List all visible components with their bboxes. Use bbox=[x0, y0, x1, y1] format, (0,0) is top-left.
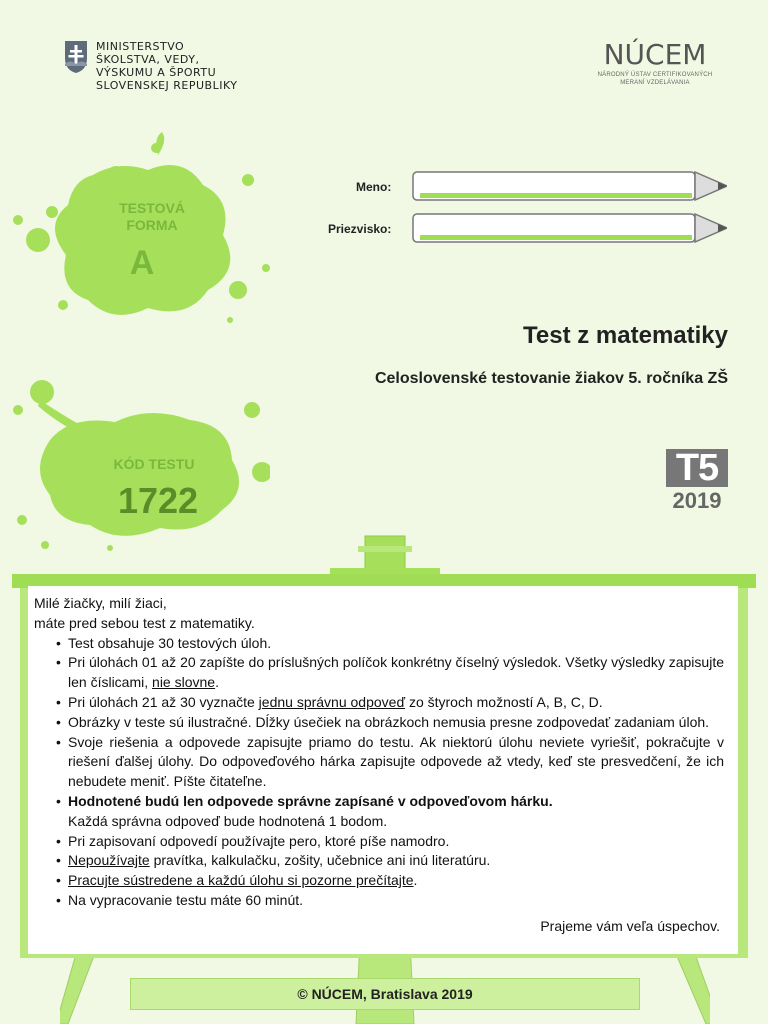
item-underlined: jednu správnu odpoveď bbox=[258, 693, 406, 710]
surname-label: Priezvisko: bbox=[328, 222, 392, 236]
item-underlined: nie slovne bbox=[152, 674, 216, 691]
list-item bbox=[34, 733, 724, 792]
name-field[interactable] bbox=[412, 171, 727, 201]
list-item bbox=[34, 653, 724, 693]
test-year: 2019 bbox=[672, 488, 722, 513]
item-text: Svoje riešenia a odpovede zapisujte priamo do testu. Ak niektorú úlohu neviete vyriešiť, pokračujte v riešení ďalšej úlohy. Do odpoveďového hárka zapisujte odpovede až vtedy, keď ste presvedčení, že ich nebudete meniť. Píšte čitateľne. bbox=[68, 733, 724, 790]
ministry-header bbox=[64, 40, 238, 92]
form-label-line: FORMA bbox=[126, 217, 178, 233]
greeting: Milé žiačky, milí žiaci, bbox=[34, 595, 167, 611]
nucem-subtitle: NÁRODNÝ ÚSTAV CERTIFIKOVANÝCH bbox=[597, 72, 713, 78]
page-subtitle: Celoslovenské testovanie žiakov 5. ročníka ZŠ bbox=[374, 370, 728, 387]
test-code-badge: T5 bbox=[666, 449, 728, 487]
list-item bbox=[34, 871, 724, 891]
item-text: pravítka, kalkulačku, zošity, učebnice ani inú literatúru. bbox=[149, 852, 491, 869]
form-label bbox=[102, 200, 202, 234]
item-text: Pri zapisovaní odpovedí používajte pero, ktoré píše namodro. bbox=[68, 832, 450, 849]
form-value: A bbox=[129, 244, 155, 282]
list-item bbox=[34, 832, 724, 852]
closing-text: Prajeme vám veľa úspechov. bbox=[540, 917, 720, 934]
item-text: zo štyroch možností A, B, C, D. bbox=[405, 693, 603, 710]
list-item bbox=[34, 891, 724, 911]
item-text: Pri úlohách 01 až 20 zapíšte do príslušných políčok konkrétny číselný výsledok. Všetky výsledky zapisujte len číslicami, bbox=[68, 654, 724, 691]
ministry-line: ŠKOLSTVA, VEDY, bbox=[96, 53, 200, 66]
code-value: 1722 bbox=[117, 480, 199, 521]
item-text: . bbox=[215, 674, 219, 691]
ministry-line: VÝSKUMU A ŠPORTU bbox=[96, 66, 217, 79]
item-text: Obrázky v teste sú ilustračné. Dĺžky úsečiek na obrázkoch nemusia presne zodpovedať zadaniam úloh. bbox=[68, 713, 710, 730]
item-bold: Hodnotené budú len odpovede správne zapísané v odpoveďovom hárku. bbox=[68, 792, 553, 809]
item-underlined: Pracujte sústredene a každú úlohu si pozorne prečítajte bbox=[68, 872, 414, 889]
item-underlined: Nepoužívajte bbox=[68, 852, 150, 869]
instructions bbox=[34, 594, 724, 937]
ministry-line: SLOVENSKEJ REPUBLIKY bbox=[96, 79, 238, 92]
list-item bbox=[34, 851, 724, 871]
footer bbox=[130, 978, 640, 1010]
ministry-line: MINISTERSTVO bbox=[96, 40, 185, 53]
nucem-subtitle: MERANÍ VZDELÁVANIA bbox=[620, 80, 690, 86]
surname-field[interactable] bbox=[412, 213, 727, 243]
item-text: Na vypracovanie testu máte 60 minút. bbox=[68, 891, 304, 908]
item-text: . bbox=[413, 872, 418, 889]
code-label: KÓD TESTU bbox=[113, 456, 195, 472]
list-item bbox=[34, 634, 724, 654]
coat-of-arms-icon bbox=[64, 40, 88, 74]
name-label: Meno: bbox=[356, 180, 392, 194]
item-text: Pri úlohách 21 až 30 vyznačte bbox=[68, 693, 259, 710]
list-item bbox=[34, 792, 724, 832]
page-title: Test z matematiky bbox=[523, 322, 728, 349]
ministry-name bbox=[96, 40, 238, 92]
item-text: Každá správna odpoveď bude hodnotená 1 bodom. bbox=[68, 812, 388, 829]
item-text: Test obsahuje 30 testových úloh. bbox=[68, 634, 272, 651]
intro: máte pred sebou test z matematiky. bbox=[34, 614, 255, 631]
nucem-logo bbox=[560, 38, 750, 87]
easel-top-icon bbox=[330, 532, 440, 576]
list-item bbox=[34, 693, 724, 713]
nucem-logo-text: NÚCEM bbox=[603, 38, 707, 71]
list-item bbox=[34, 713, 724, 733]
instruction-list bbox=[34, 634, 724, 911]
footer-text: © NÚCEM, Bratislava 2019 bbox=[297, 986, 473, 1002]
form-label-line: TESTOVÁ bbox=[119, 200, 185, 216]
